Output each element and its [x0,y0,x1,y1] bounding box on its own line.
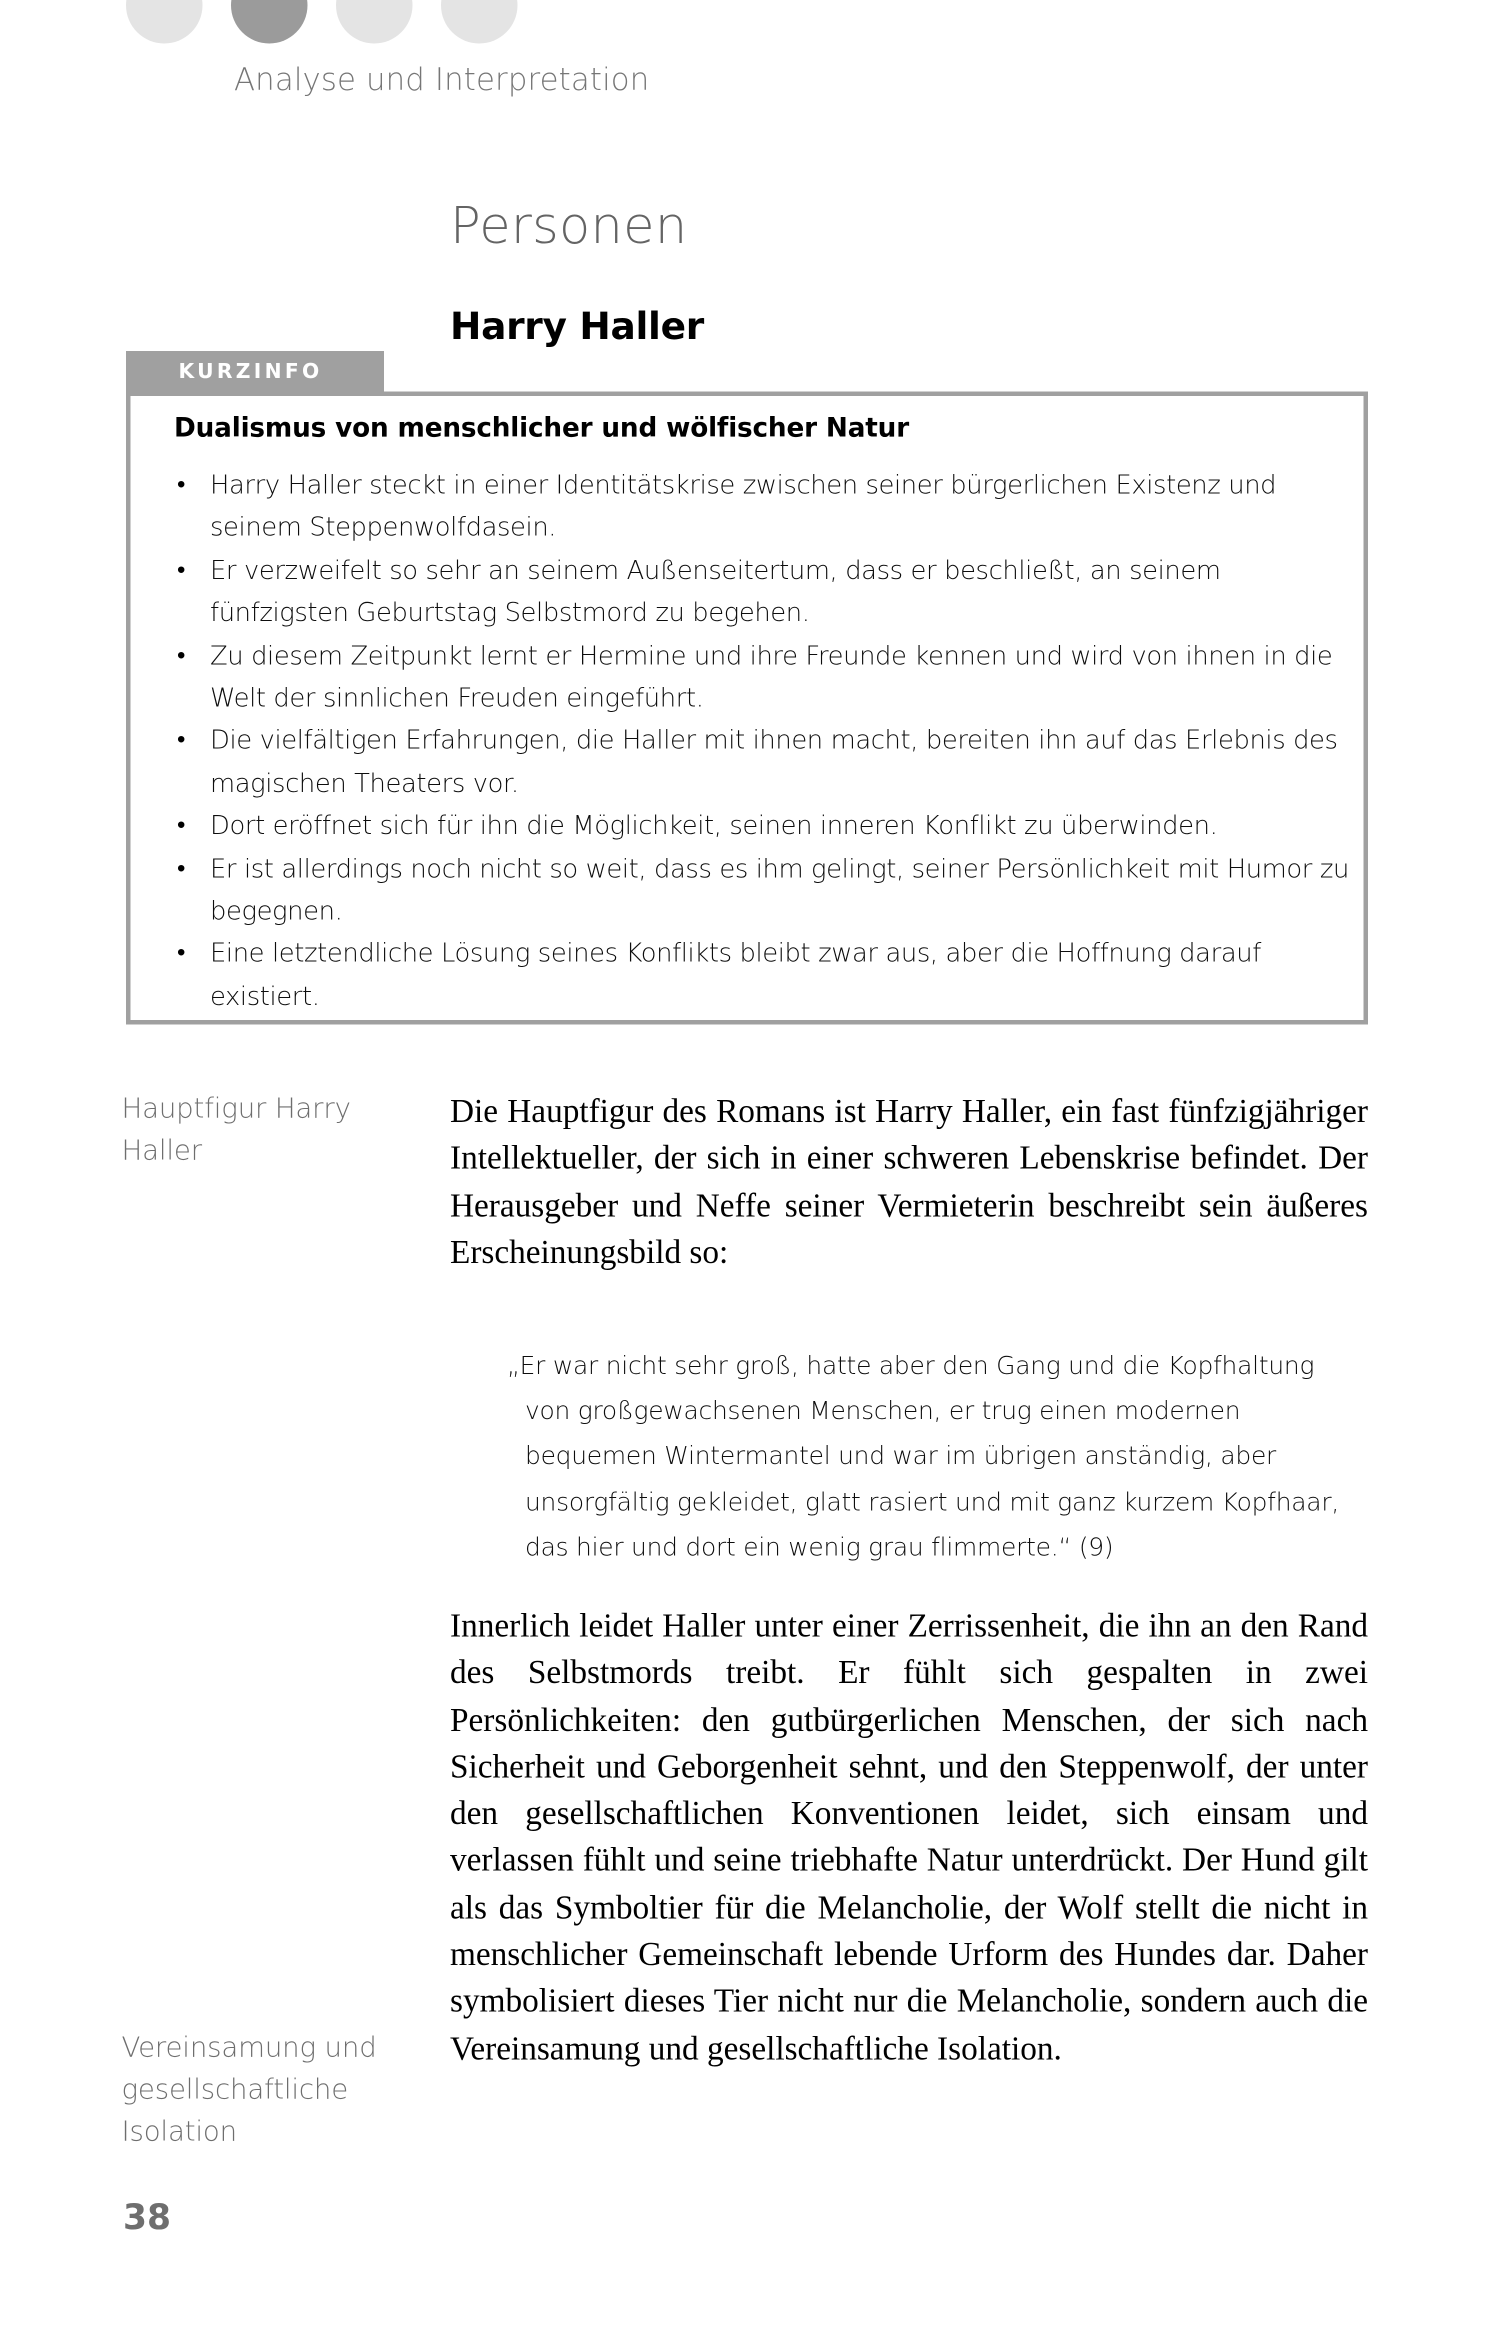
chapter-progress-dots [126,0,518,44]
chapter-dot-1 [126,0,203,44]
body-paragraph-1: Die Hauptfigur des Romans ist Harry Haller, ein fast fünfzigjähriger Intellektueller, der sich in einer schweren Lebenskrise befindet. Der Herausgeber und Neffe seiner Vermieterin beschreibt sein äußeres Erscheinungsbild so: [450,1092,1368,1271]
list-item: • Zu diesem Zeitpunkt lernt er Hermine und ihre Freunde kennen und wird von ihnen in die Welt der sinnlichen Freuden eingeführt. [174,635,1352,720]
list-item: • Er verzweifelt so sehr an seinem Außenseitertum, dass er beschließt, an seinem fünfzigsten Geburtstag Selbstmord zu begehen. [174,550,1352,635]
list-item: • Die vielfältigen Erfahrungen, die Haller mit ihnen macht, bereiten ihn auf das Erlebnis des magischen Theaters vor. [174,721,1352,806]
list-item: • Harry Haller steckt in einer Identitätskrise zwischen seiner bürgerlichen Existenz und seinem Steppenwolfdasein. [174,465,1352,550]
kurzinfo-bullet-list [174,465,1352,1019]
margin-note-bottom: Vereinsamung und gesellschaftliche Isolation [121,2032,377,2148]
margin-note-top: Hauptfigur Harry Haller [121,1093,351,1167]
kurzinfo-tab-label: KURZINFO [126,351,384,393]
kurzinfo-heading: Dualismus von menschlicher und wölfischer Natur [174,414,910,444]
chapter-dot-3 [336,0,413,44]
section-title: Personen [450,196,688,257]
body-paragraph-2: Innerlich leidet Haller unter einer Zerrissenheit, die ihn an den Rand des Selbstmords treibt. Er fühlt sich gespalten in zwei Persönlichkeiten: den gutbürgerlichen Menschen, der sich nach Sicherheit und Geborgenheit sehnt, und den Steppenwolf, der unter den gesellschaftlichen Konventionen leidet, sich einsam und verlassen fühlt und seine triebhafte Natur unterdrückt. Der Hund gilt als das Symboltier für die Melancholie, der Wolf stellt die nicht in menschlicher Gemeinschaft lebende Urform des Hundes dar. Daher symbolisiert dieses Tier nicht nur die Melancholie, sondern auch die Vereinsamung und gesellschaftliche Isolation. [450,1606,1368,2067]
list-item: • Eine letztendliche Lösung seines Konflikts bleibt zwar aus, aber die Hoffnung darauf existiert. [174,934,1352,1019]
subsection-title-person: Harry Haller [450,304,704,348]
chapter-dot-2-active [231,0,308,44]
chapter-dot-4 [441,0,518,44]
kurzinfo-content [174,414,1352,1019]
running-header-chapter-label: Analyse und Interpretation [234,61,650,98]
block-quote: „Er war nicht sehr groß, hatte aber den Gang und die Kopfhaltung von großgewachsenen Menschen, er trug einen modernen bequemen Wintermantel und war im übrigen anständig, aber unsorgfältig gekleidet, glatt rasiert und mit ganz kurzem Kopfhaar, das hier und dort ein wenig grau flimmerte.“ (9) [507,1351,1340,1562]
page-number: 38 [123,2199,172,2238]
list-item: • Dort eröffnet sich für ihn die Möglichkeit, seinen inneren Konflikt zu überwinden. [174,806,1352,849]
list-item: • Er ist allerdings noch nicht so weit, dass es ihm gelingt, seiner Persönlichkeit mit Humor zu begegnen. [174,848,1352,933]
